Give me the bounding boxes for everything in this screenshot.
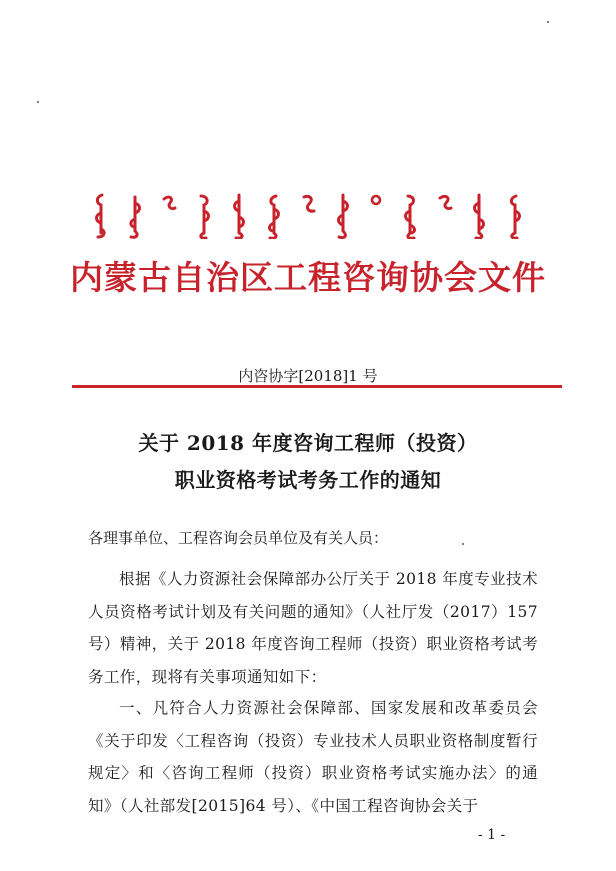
- body-paragraph-1: 根据《人力资源社会保障部办公厅关于 2018 年度专业技术人员资格考试计划及有关问题的通知》（人社厅发（2017）157 号）精神，关于 2018 年度咨询工程师（投资）职业资格考试考务工作，现将有关事项通知如下：: [88, 570, 538, 686]
- red-divider-line: [72, 385, 562, 388]
- scan-speck: [37, 101, 39, 103]
- scan-speck: [462, 543, 464, 545]
- document-number: 内咨协字[2018]1 号: [238, 367, 378, 385]
- body-paragraph-2: 一、凡符合人力资源社会保障部、国家发展和改革委员会《关于印发〈工程咨询（投资）专业技术人员职业资格制度暂行规定〉和〈咨询工程师（投资）职业资格考试实施办法〉的通知》（人社部发[2015]64 号）、《中国工程咨询协会关于: [88, 699, 538, 815]
- org-title: 内蒙古自治区工程咨询协会文件: [70, 258, 546, 297]
- notice-title-line-1: 关于 2018 年度咨询工程师（投资）: [138, 431, 478, 455]
- page-number: - 1 -: [478, 827, 506, 843]
- notice-title-line-2: 职业资格考试考务工作的通知: [174, 468, 442, 492]
- scan-speck: [547, 21, 549, 23]
- salutation: 各理事单位、工程咨询会员单位及有关人员：: [88, 529, 389, 547]
- mongolian-org-name: [92, 193, 522, 245]
